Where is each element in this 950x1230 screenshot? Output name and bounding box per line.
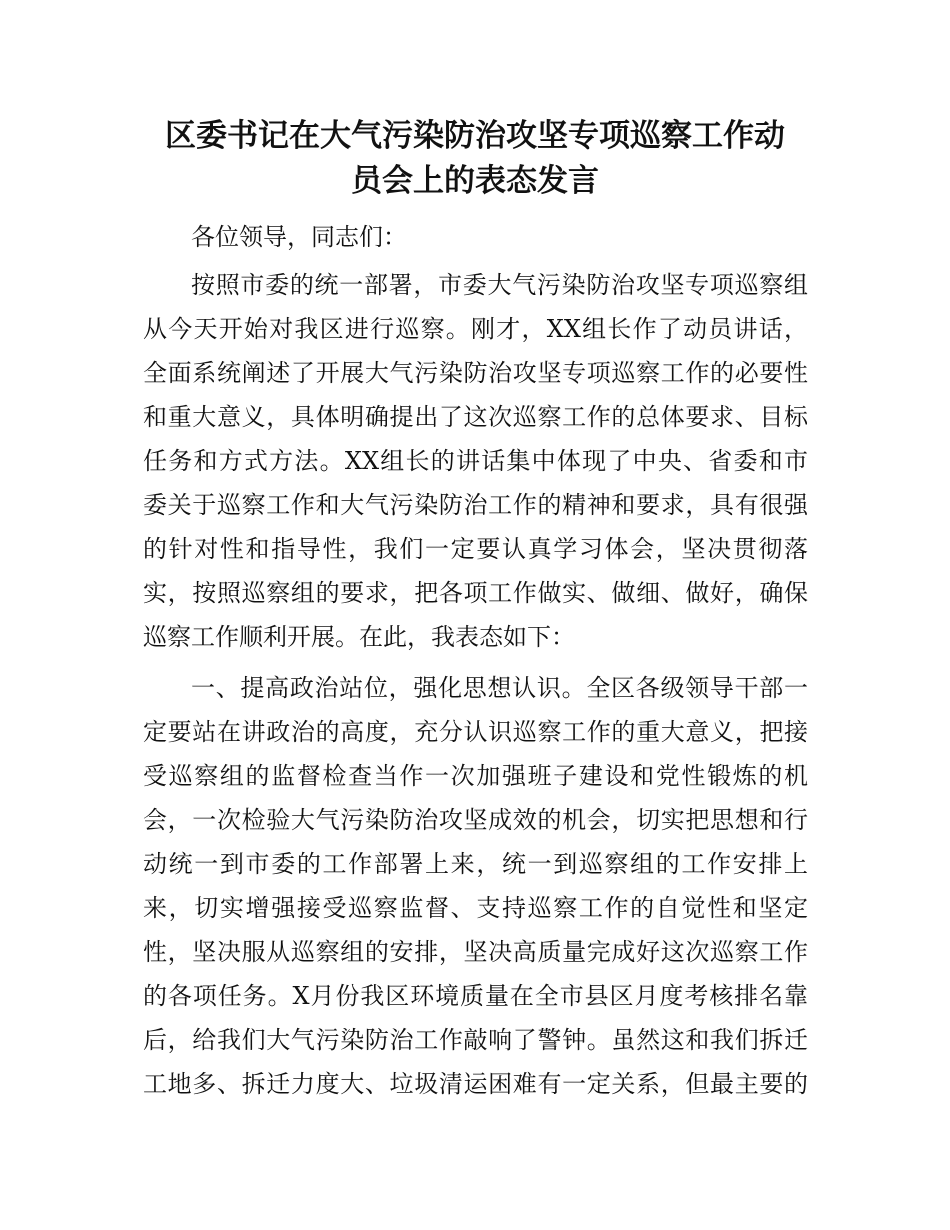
- paragraph-2-line: 会，一次检验大气污染防治攻坚成效的机会，切实把思想和行: [143, 806, 808, 834]
- paragraph-1-line: 按照市委的统一部署，市委大气污染防治攻坚专项巡察组: [191, 271, 808, 299]
- paragraph-2-line: 后，给我们大气污染防治工作敲响了警钟。虽然这和我们拆迁: [143, 1026, 808, 1054]
- paragraph-2-line: 工地多、拆迁力度大、垃圾清运困难有一定关系，但最主要的: [143, 1070, 808, 1098]
- paragraph-1-line: 和重大意义，具体明确提出了这次巡察工作的总体要求、目标: [143, 403, 808, 431]
- paragraph-1-line: 实，按照巡察组的要求，把各项工作做实、做细、做好，确保: [143, 579, 808, 607]
- paragraph-1-line: 全面系统阐述了开展大气污染防治攻坚专项巡察工作的必要性: [143, 359, 808, 387]
- paragraph-2-line: 一、提高政治站位，强化思想认识。全区各级领导干部一: [191, 674, 808, 702]
- paragraph-1-line: 委关于巡察工作和大气污染防治工作的精神和要求，具有很强: [143, 491, 808, 519]
- salutation: 各位领导，同志们：: [191, 223, 407, 251]
- paragraph-1-line: 的针对性和指导性，我们一定要认真学习体会，坚决贯彻落: [143, 535, 808, 563]
- paragraph-2-line: 动统一到市委的工作部署上来，统一到巡察组的工作安排上: [143, 850, 808, 878]
- document-title-line-2: 员会上的表态发言: [351, 163, 599, 199]
- paragraph-2-line: 性，坚决服从巡察组的安排，坚决高质量完成好这次巡察工作: [143, 938, 808, 966]
- paragraph-2-line: 定要站在讲政治的高度，充分认识巡察工作的重大意义，把接: [143, 718, 808, 746]
- paragraph-1-line: 巡察工作顺利开展。在此，我表态如下：: [143, 623, 575, 651]
- paragraph-2-line: 来，切实增强接受巡察监督、支持巡察工作的自觉性和坚定: [143, 894, 808, 922]
- document-title-line-1: 区委书记在大气污染防治攻坚专项巡察工作动: [165, 118, 785, 154]
- paragraph-2-line: 的各项任务。X月份我区环境质量在全市县区月度考核排名靠: [143, 982, 808, 1010]
- paragraph-2-line: 受巡察组的监督检查当作一次加强班子建设和党性锻炼的机: [143, 762, 808, 790]
- paragraph-1-line: 从今天开始对我区进行巡察。刚才，XX组长作了动员讲话，: [143, 315, 808, 343]
- paragraph-1-line: 任务和方式方法。XX组长的讲话集中体现了中央、省委和市: [143, 447, 808, 475]
